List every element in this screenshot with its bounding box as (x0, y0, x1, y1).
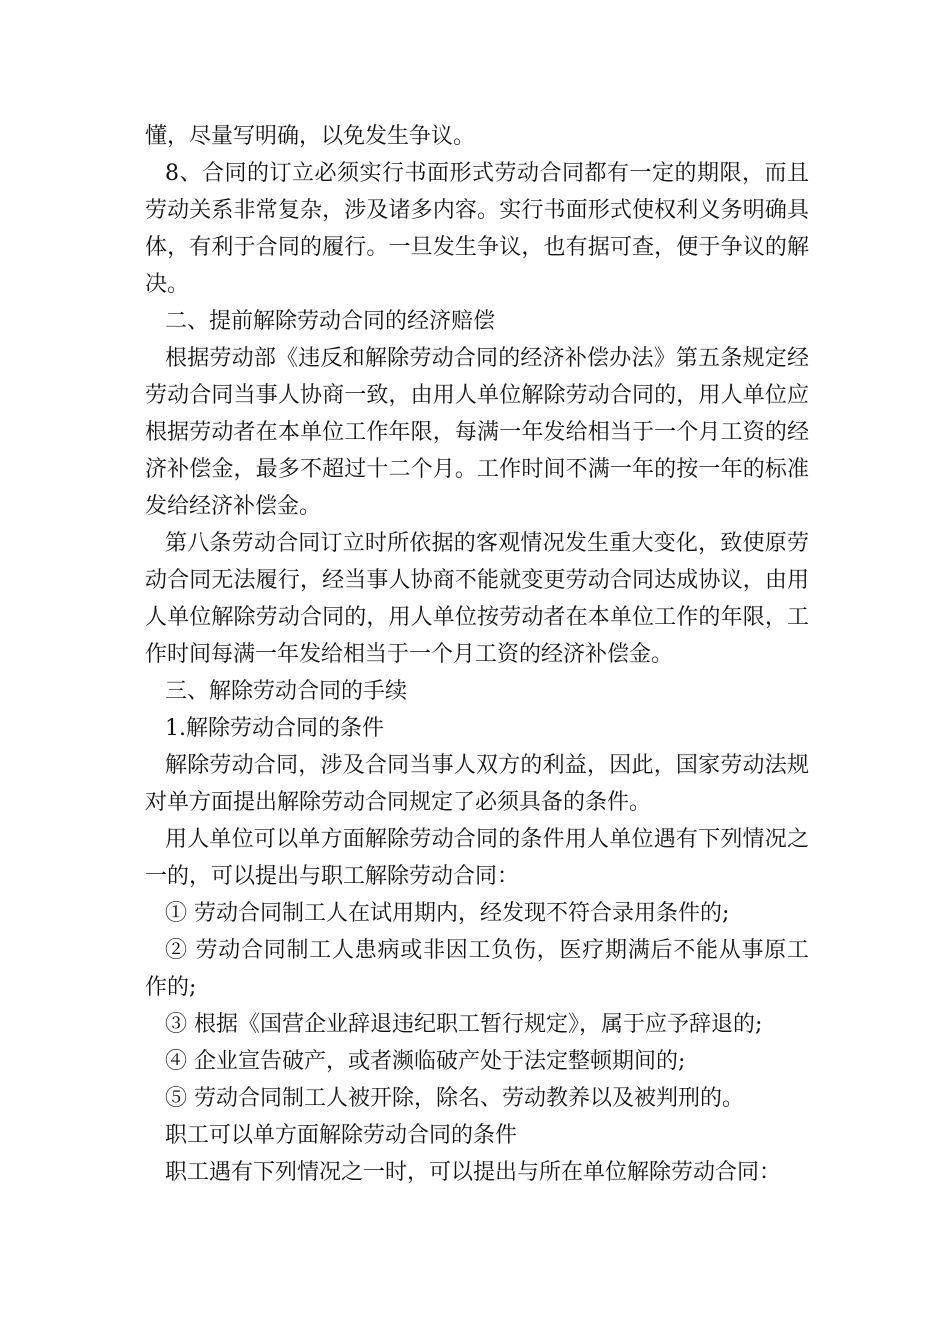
paragraph-compensation-rule: 根据劳动部《违反和解除劳动合同的经济补偿办法》第五条规定经劳动合同当事人协商一致，由用人单位解除劳动合同的，用人单位应根据劳动者在本单位工作年限，每满一年发给相当于一个月工资的经济补偿金，最多不超过十二个月。工作时间不满一年的按一年的标准发给经济补偿金。 (145, 346, 809, 519)
subsection-heading-1: 1.解除劳动合同的条件 (165, 716, 384, 741)
paragraph-conditions-intro: 解除劳动合同，涉及合同当事人双方的利益，因此，国家劳动法规对单方面提出解除劳动合同规定了必须具备的条件。 (145, 753, 809, 815)
paragraph-article-8: 第八条劳动合同订立时所依据的客观情况发生重大变化，致使原劳动合同无法履行，经当事人协商不能就变更劳动合同达成协议，由用人单位解除劳动合同的，用人单位按劳动者在本单位工作的年限，工作时间每满一年发给相当于一个月工资的经济补偿金。 (145, 531, 809, 667)
list-item-3: ③ 根据《国营企业辞退违纪职工暂行规定》，属于应予辞退的; (165, 1012, 763, 1037)
list-item-5: ⑤ 劳动合同制工人被开除，除名、劳动教养以及被判刑的。 (165, 1086, 744, 1111)
paragraph-employee-conditions: 职工遇有下列情况之一时，可以提出与所在单位解除劳动合同： (165, 1160, 782, 1185)
list-item-1: ① 劳动合同制工人在试用期内，经发现不符合录用条件的; (165, 901, 730, 926)
list-item-2: ② 劳动合同制工人患病或非因工负伤，医疗期满后不能从事原工作的; (145, 938, 809, 1000)
subsection-heading-employee: 职工可以单方面解除劳动合同的条件 (165, 1123, 518, 1148)
list-item-4: ④ 企业宣告破产，或者濒临破产处于法定整顿期间的; (165, 1049, 686, 1074)
paragraph-item-8: 8、合同的订立必须实行书面形式劳动合同都有一定的期限，而且劳动关系非常复杂，涉及诸多内容。实行书面形式使权利义务明确具体，有利于合同的履行。一旦发生争议，也有据可查，便于争议的解决。 (145, 161, 809, 297)
paragraph-employer-conditions: 用人单位可以单方面解除劳动合同的条件用人单位遇有下列情况之一的，可以提出与职工解除劳动合同： (145, 827, 809, 889)
section-heading-2: 二、提前解除劳动合同的经济赔偿 (165, 309, 496, 334)
paragraph-continuation: 懂，尽量写明确，以免发生争议。 (145, 124, 476, 149)
section-heading-3: 三、解除劳动合同的手续 (165, 679, 408, 704)
document-body (145, 118, 809, 1191)
